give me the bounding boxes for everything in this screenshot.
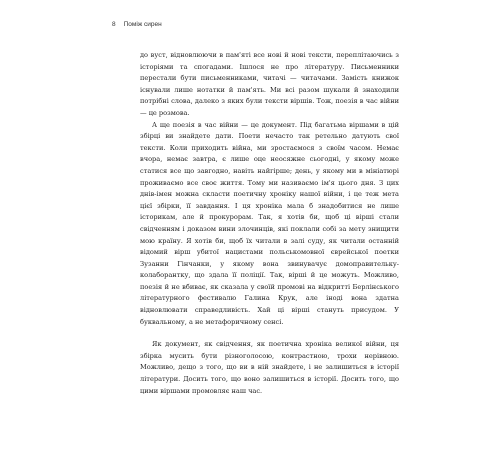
running-header [112,18,162,30]
running-title: Поміж сирен [123,20,162,28]
body-text [140,50,399,397]
paragraph-document: А ще поезія в час війни — це документ. Під багатьма віршами в цій збірці ви знайдете дати. Поети нечасто так ретельно датують свої тексти. Коли приходить війна, ми зростаємося з своїм часом. Немає вчора, немає завтра, є лише оце неосяжне сьогодні, у якому може статися все що завгодно, навіть найгірше; день, у якому ми в мініатюрі проживаємо все своє життя. Тому ми називаємо ім'я цього дня. З цих днів-імен можна скласти поетичну хроніку нашої війни, і це теж мета цієї збірки, її завдання. І ця хроніка мала б знадобитися не лише історикам, але й прокурорам. Так, я хотів би, щоб ці вірші стали свідченням і доказом вини злочинців, які поклали собі за мету знищити мою країну. Я хотів би, щоб їх читали в залі суду, як читали останній відомий вірш убитої нацистами польськомовної єврейської поетки Зузанни Гінчанки, у якому вона звинувачує домоправительку-колаборантку, що здала її поліції. Так, вірші й це можуть. Можливо, поезія й не вбиває, як сказала у своїй промові на відкритті Берлінського літературного фестивалю Галина Крук, але іноді вона здатна відновлювати справедливість. Хай ці вірші стануть присудом. У буквальному, а не метафоричному сенсі. [140,120,399,326]
paragraph-chronicle: Як документ, як свідчення, як поетична хроніка великої війни, ця збірка мусить бути різноголосою, контрастною, трохи нерівною. Можливо, дещо з того, що ви в ній знайдете, і не залишиться в історії літератури. Досить того, що воно залишиться в історії. Досить того, що цими віршами промовляє наш час. [140,340,399,395]
paragraph-continuation: до вуст, відновлюючи в пам'яті все нові й нові тексти, переплітаючись з історіями та спогадами. Ішлося не про літературу. Письменники перестали бути письменниками, читачі — читачами. Замість книжок існували лише нотатки й пам'ять. Ми всі разом шукали й знаходили потрібні слова, далеко з яких були тексти віршів. Тож, поезія в час війни — це розмова. [140,51,399,117]
page-number: 8 [112,20,116,28]
